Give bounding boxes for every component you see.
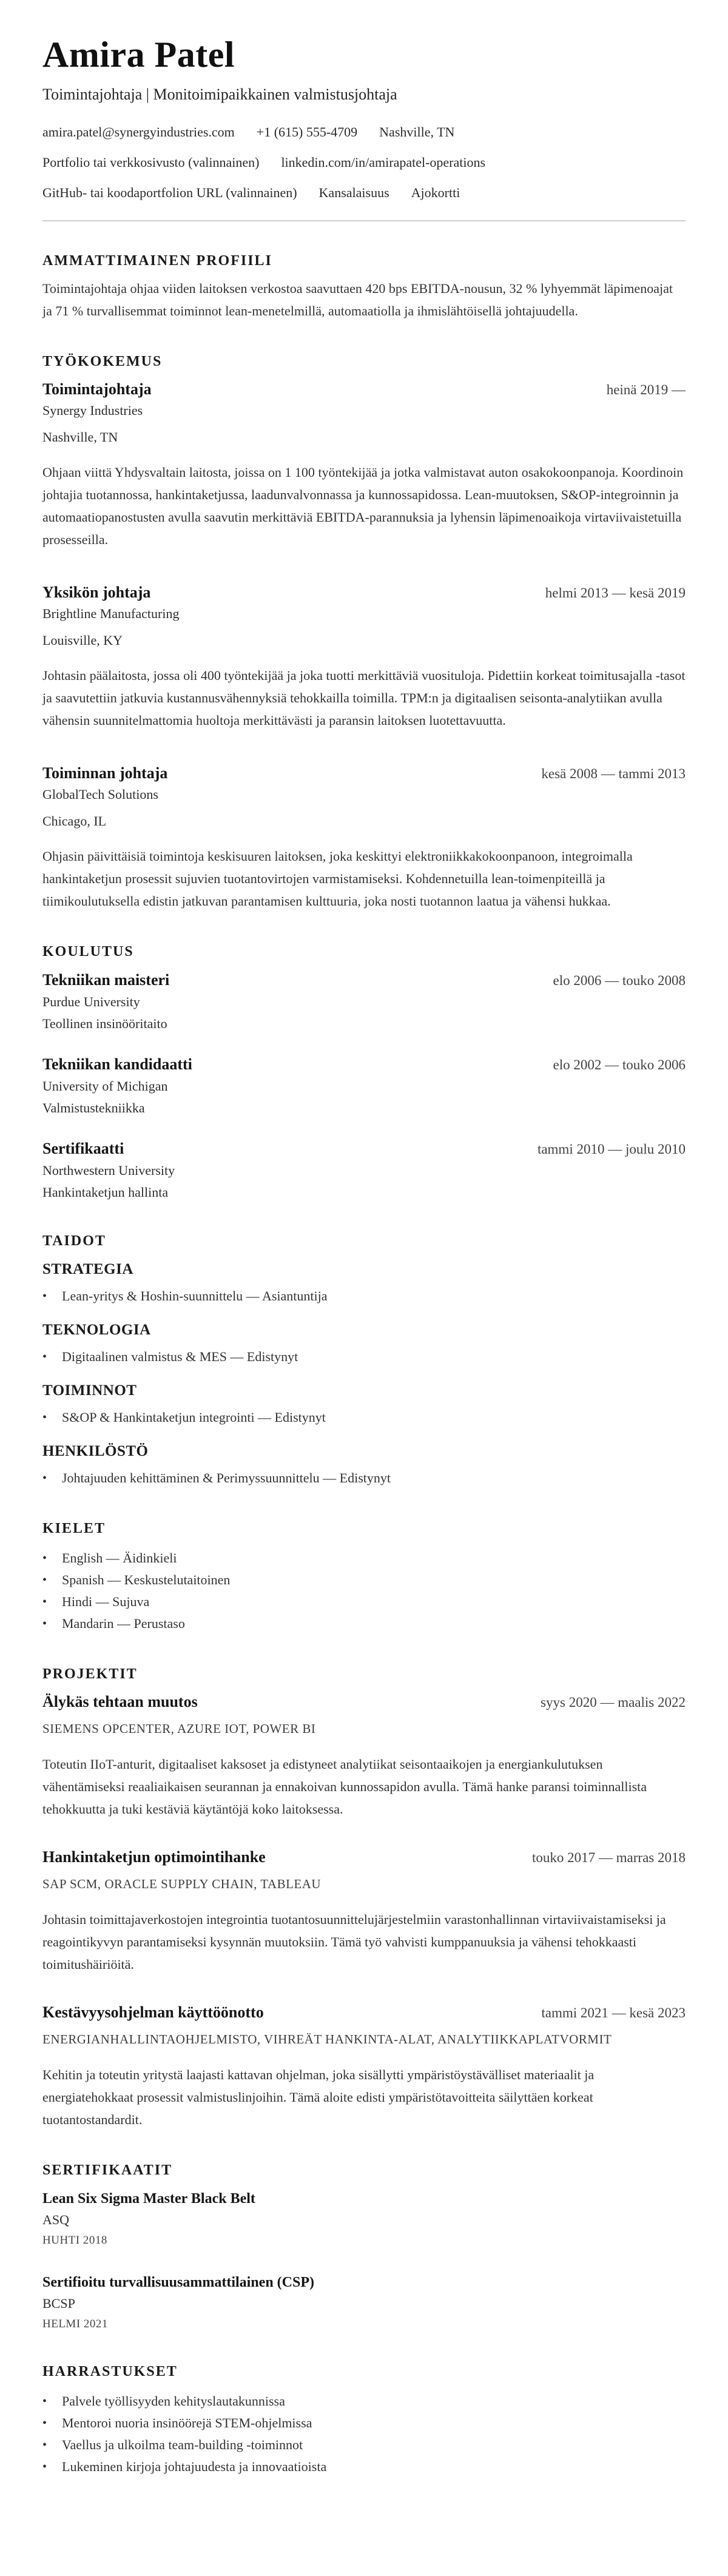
education-degree: Tekniikan maisteri [42, 970, 170, 989]
contact-row [42, 153, 686, 172]
skill-item [42, 1407, 686, 1428]
language-item-text: Spanish — Keskustelutaitoinen [62, 1572, 231, 1587]
projects-heading: PROJEKTIT [42, 1666, 138, 1682]
project-dates: touko 2017 — marras 2018 [532, 1849, 686, 1865]
contact-phone: +1 (615) 555-4709 [256, 124, 358, 140]
contact-location: Nashville, TN [379, 124, 455, 140]
bullet-icon: • [42, 1289, 47, 1303]
person-title: Toimintajohtaja | Monitoimipaikkainen valmistusjohtaja [42, 86, 397, 103]
skill-items [42, 1285, 686, 1307]
certification-date: HUHTI 2018 [42, 2233, 107, 2247]
education-dates: tammi 2010 — joulu 2010 [537, 1141, 686, 1157]
hobby-item-text: Palvele työllisyyden kehityslautakunnissa [62, 2393, 285, 2409]
job-title: Toimintajohtaja [42, 380, 152, 398]
skill-items [42, 1407, 686, 1428]
skill-category-name: TOIMINNOT [42, 1382, 137, 1399]
project-technologies: ENERGIANHALLINTAOHJELMISTO, VIHREÄT HANKINTA-ALAT, ANALYTIIKKAPLATVORMIT [42, 2031, 612, 2046]
bullet-icon: • [42, 1595, 47, 1609]
certification-entry [42, 2273, 686, 2332]
certification-name: Lean Six Sigma Master Black Belt [42, 2190, 255, 2207]
education-dates: elo 2002 — touko 2006 [553, 1057, 686, 1072]
certification-date: HELMI 2021 [42, 2317, 108, 2330]
job-title: Yksikön johtaja [42, 583, 151, 601]
education-field: Valmistustekniikka [42, 1100, 145, 1115]
language-item [42, 1591, 686, 1613]
bullet-icon: • [42, 2438, 47, 2452]
job-description: Ohjaan viittä Yhdysvaltain laitosta, joissa on 1 100 työntekijää ja jotka valmistavat auton osakokoonpanoja. Koordinoin johtajia tuotannossa, hankintaketjussa, laadunvalvonnassa ja kunnossapidossa. Lean-muutoksen, S&OP-integroinnin ja automaatiopanostusten avulla saavutin merkittäviä EBITDA-parannuksia ja lyhensin läpimenoaikoja virtaviivaistetuilla prosesseilla. [42, 464, 684, 547]
education-heading: KOULUTUS [42, 943, 134, 960]
job-entry-head [42, 763, 686, 784]
skill-item [42, 1467, 686, 1489]
contact-portfolio: Portfolio tai verkkosivusto (valinnainen) [42, 154, 260, 170]
job-entry [42, 379, 686, 551]
bullet-icon: • [42, 1551, 47, 1565]
skill-category [42, 1320, 686, 1368]
contact-email: amira.patel@synergyindustries.com [42, 124, 235, 140]
project-dates: syys 2020 — maalis 2022 [541, 1694, 686, 1710]
bullet-icon: • [42, 1471, 47, 1485]
job-title: Toiminnan johtaja [42, 764, 168, 782]
skill-category [42, 1381, 686, 1428]
project-title: Hankintaketjun optimointihanke [42, 1848, 266, 1866]
job-entry-head [42, 582, 686, 604]
job-company: Brightline Manufacturing [42, 605, 180, 621]
bullet-icon: • [42, 1616, 47, 1630]
education-school: Purdue University [42, 994, 140, 1009]
job-company: GlobalTech Solutions [42, 786, 158, 802]
section-languages [42, 1519, 686, 1635]
contact-block [42, 123, 686, 202]
contact-row [42, 123, 686, 141]
certification-issuer: BCSP [42, 2295, 75, 2311]
section-profile [42, 252, 686, 322]
project-description: Toteutin IIoT-anturit, digitaaliset kaksoset ja edistyneet analytiikat seisontaaikojen ja energiankulutuksen vähentämiseksi reaaliaikaisen seurannan ja ennakoivan kunnossapidon avulla. Tämä hanke paransi toiminnallista tehokkuutta ja tuki kestäviä käytäntöjä koko laitoksessa. [42, 1756, 647, 1817]
languages-list [42, 1547, 686, 1635]
bullet-icon: • [42, 1350, 47, 1364]
project-technologies: SAP SCM, ORACLE SUPPLY CHAIN, TABLEAU [42, 1876, 322, 1891]
job-entry-head [42, 379, 686, 400]
job-entry [42, 582, 686, 731]
skills-heading: TAIDOT [42, 1233, 106, 1249]
hobbies-heading: HARRASTUKSET [42, 2363, 178, 2379]
section-education [42, 943, 686, 1202]
education-field: Hankintaketjun hallinta [42, 1184, 169, 1200]
education-dates: elo 2006 — touko 2008 [553, 972, 686, 988]
education-entry-head [42, 1139, 686, 1159]
certification-entry [42, 2189, 686, 2248]
profile-heading: AMMATTIMAINEN PROFIILI [42, 252, 272, 269]
education-entry [42, 1055, 686, 1117]
job-location: Louisville, KY [42, 632, 123, 648]
skill-item-text: Digitaalinen valmistus & MES — Edistynyt [62, 1348, 298, 1364]
job-dates: heinä 2019 — [606, 382, 686, 397]
header-divider [42, 220, 686, 221]
education-degree: Tekniikan kandidaatti [42, 1055, 192, 1073]
section-projects [42, 1665, 686, 2131]
hobby-item [42, 2456, 686, 2478]
job-entry [42, 763, 686, 912]
skill-item-text: Johtajuuden kehittäminen & Perimyssuunnittelu — Edistynyt [62, 1470, 391, 1485]
hobby-items [42, 2390, 686, 2478]
person-name: Amira Patel [42, 35, 235, 75]
certification-name: Sertifioitu turvallisuusammattilainen (CSP) [42, 2274, 314, 2290]
language-item [42, 1613, 686, 1635]
contact-github: GitHub- tai koodaportfolion URL (valinnainen) [42, 184, 297, 200]
hobby-item [42, 2434, 686, 2456]
skill-category [42, 1260, 686, 1307]
job-dates: helmi 2013 — kesä 2019 [545, 585, 686, 600]
experience-list [42, 379, 686, 912]
language-item [42, 1569, 686, 1591]
language-item-text: English — Äidinkieli [62, 1550, 177, 1565]
certification-issuer: ASQ [42, 2211, 70, 2227]
skill-item [42, 1346, 686, 1368]
language-item-text: Hindi — Sujuva [62, 1593, 150, 1609]
hobby-item [42, 2412, 686, 2434]
hobbies-list [42, 2390, 686, 2478]
job-location: Chicago, IL [42, 813, 107, 829]
education-school: University of Michigan [42, 1078, 168, 1094]
projects-list [42, 1692, 686, 2131]
contact-driving-license: Ajokortti [411, 184, 460, 200]
education-entry-head [42, 1055, 686, 1075]
section-experience [42, 352, 686, 912]
skill-category-name: STRATEGIA [42, 1260, 133, 1277]
project-entry [42, 1847, 686, 1976]
education-entry [42, 1139, 686, 1202]
education-degree: Sertifikaatti [42, 1139, 124, 1157]
skill-items [42, 1467, 686, 1489]
hobby-item-text: Vaellus ja ulkoilma team-building -toiminnot [62, 2436, 303, 2452]
job-dates: kesä 2008 — tammi 2013 [541, 765, 686, 781]
education-field: Teollinen insinööritaito [42, 1015, 167, 1031]
job-description: Ohjasin päivittäisiä toimintoja keskisuuren laitoksen, joka keskittyi elektroniikkakokoonpanoon, integroimalla hankintaketjun prosessit sujuvien tuotantovirtojen varmistamiseksi. Kohdennetuilla lean-toimenpiteillä ja tiimikoulutuksella edistin jatkuvan parantamisen kulttuuria, joka nosti tuotannon laatua ja vähensi hukkaa. [42, 848, 633, 909]
contact-citizenship: Kansalaisuus [318, 184, 389, 200]
bullet-icon: • [42, 2416, 47, 2430]
project-technologies: SIEMENS OPCENTER, AZURE IOT, POWER BI [42, 1721, 316, 1736]
skills-list [42, 1260, 686, 1489]
certifications-list [42, 2189, 686, 2332]
skill-items [42, 1346, 686, 1368]
education-school: Northwestern University [42, 1162, 175, 1178]
bullet-icon: • [42, 1573, 47, 1587]
project-entry-head [42, 2002, 686, 2023]
project-dates: tammi 2021 — kesä 2023 [541, 2005, 686, 2020]
contact-row [42, 184, 686, 202]
project-entry [42, 1692, 686, 1820]
hobby-item-text: Mentoroi nuoria insinöörejä STEM-ohjelmissa [62, 2415, 312, 2430]
project-entry-head [42, 1692, 686, 1713]
skill-category-name: TEKNOLOGIA [42, 1321, 151, 1338]
project-entry [42, 2002, 686, 2131]
contact-linkedin: linkedin.com/in/amirapatel-operations [281, 154, 486, 170]
bullet-icon: • [42, 2394, 47, 2408]
experience-heading: TYÖKOKEMUS [42, 353, 163, 369]
project-description: Kehitin ja toteutin yritystä laajasti kattavan ohjelman, joka sisällytti ympäristöystävälliset materiaalit ja energiatehokkaat prosessit valmistuslinjoihin. Tämä aloite edisti ympäristötavoitteita säilyttäen korkeat tuotantostandardit. [42, 2067, 595, 2127]
project-entry-head [42, 1847, 686, 1868]
resume-header [42, 34, 686, 221]
skill-item [42, 1285, 686, 1307]
hobby-item-text: Lukeminen kirjoja johtajuudesta ja innovaatioista [62, 2458, 327, 2474]
skill-item-text: Lean-yritys & Hoshin-suunnittelu — Asiantuntija [62, 1288, 328, 1303]
profile-summary: Toimintajohtaja ohjaa viiden laitoksen verkostoa saavuttaen 420 bps EBITDA-nousun, 32 % lyhyemmät läpimenoajat ja 71 % turvallisemmat toiminnot lean-menetelmillä, automaatiolla ja ihmislähtöisellä johtajuudella. [42, 280, 673, 318]
skill-category [42, 1442, 686, 1489]
languages-heading: KIELET [42, 1520, 106, 1536]
job-company: Synergy Industries [42, 402, 143, 418]
project-description: Johtasin toimittajaverkostojen integrointia tuotantosuunnittelujärjestelmiin varastonhallinnan virtaviivaistamiseksi ja reagointikyvyn parantamiseksi kysynnän muutoksiin. Tämä työ vahvisti kumppanuuksia ja vähensi tehokkaasti toimitushäiriöitä. [42, 1911, 666, 1972]
hobby-item [42, 2390, 686, 2412]
job-location: Nashville, TN [42, 429, 118, 445]
project-title: Älykäs tehtaan muutos [42, 1692, 198, 1710]
section-certifications [42, 2161, 686, 2332]
language-item [42, 1547, 686, 1569]
section-skills [42, 1232, 686, 1489]
certifications-heading: SERTIFIKAATIT [42, 2162, 173, 2178]
bullet-icon: • [42, 1410, 47, 1424]
project-title: Kestävyysohjelman käyttöönotto [42, 2003, 264, 2021]
skill-category-name: HENKILÖSTÖ [42, 1442, 149, 1459]
language-item-text: Mandarin — Perustaso [62, 1615, 185, 1631]
education-list [42, 970, 686, 1202]
section-hobbies [42, 2362, 686, 2478]
skill-item-text: S&OP & Hankintaketjun integrointi — Edistynyt [62, 1409, 326, 1425]
language-items [42, 1547, 686, 1635]
bullet-icon: • [42, 2460, 47, 2473]
education-entry [42, 970, 686, 1033]
job-description: Johtasin päälaitosta, jossa oli 400 työntekijää ja joka tuotti merkittäviä vuosituloja. Pidettiin korkeat toimitusajalla -tasot ja saavutettiin jatkuvia kustannusvähennyksiä tehokkailla toimilla. TPM:n ja digitaalisen seisonta-analytiikan avulla vähensin suunnitelmattomia huoltoja merkittävästi ja paransin laitoksen luotettavuutta. [42, 667, 686, 728]
education-entry-head [42, 970, 686, 990]
